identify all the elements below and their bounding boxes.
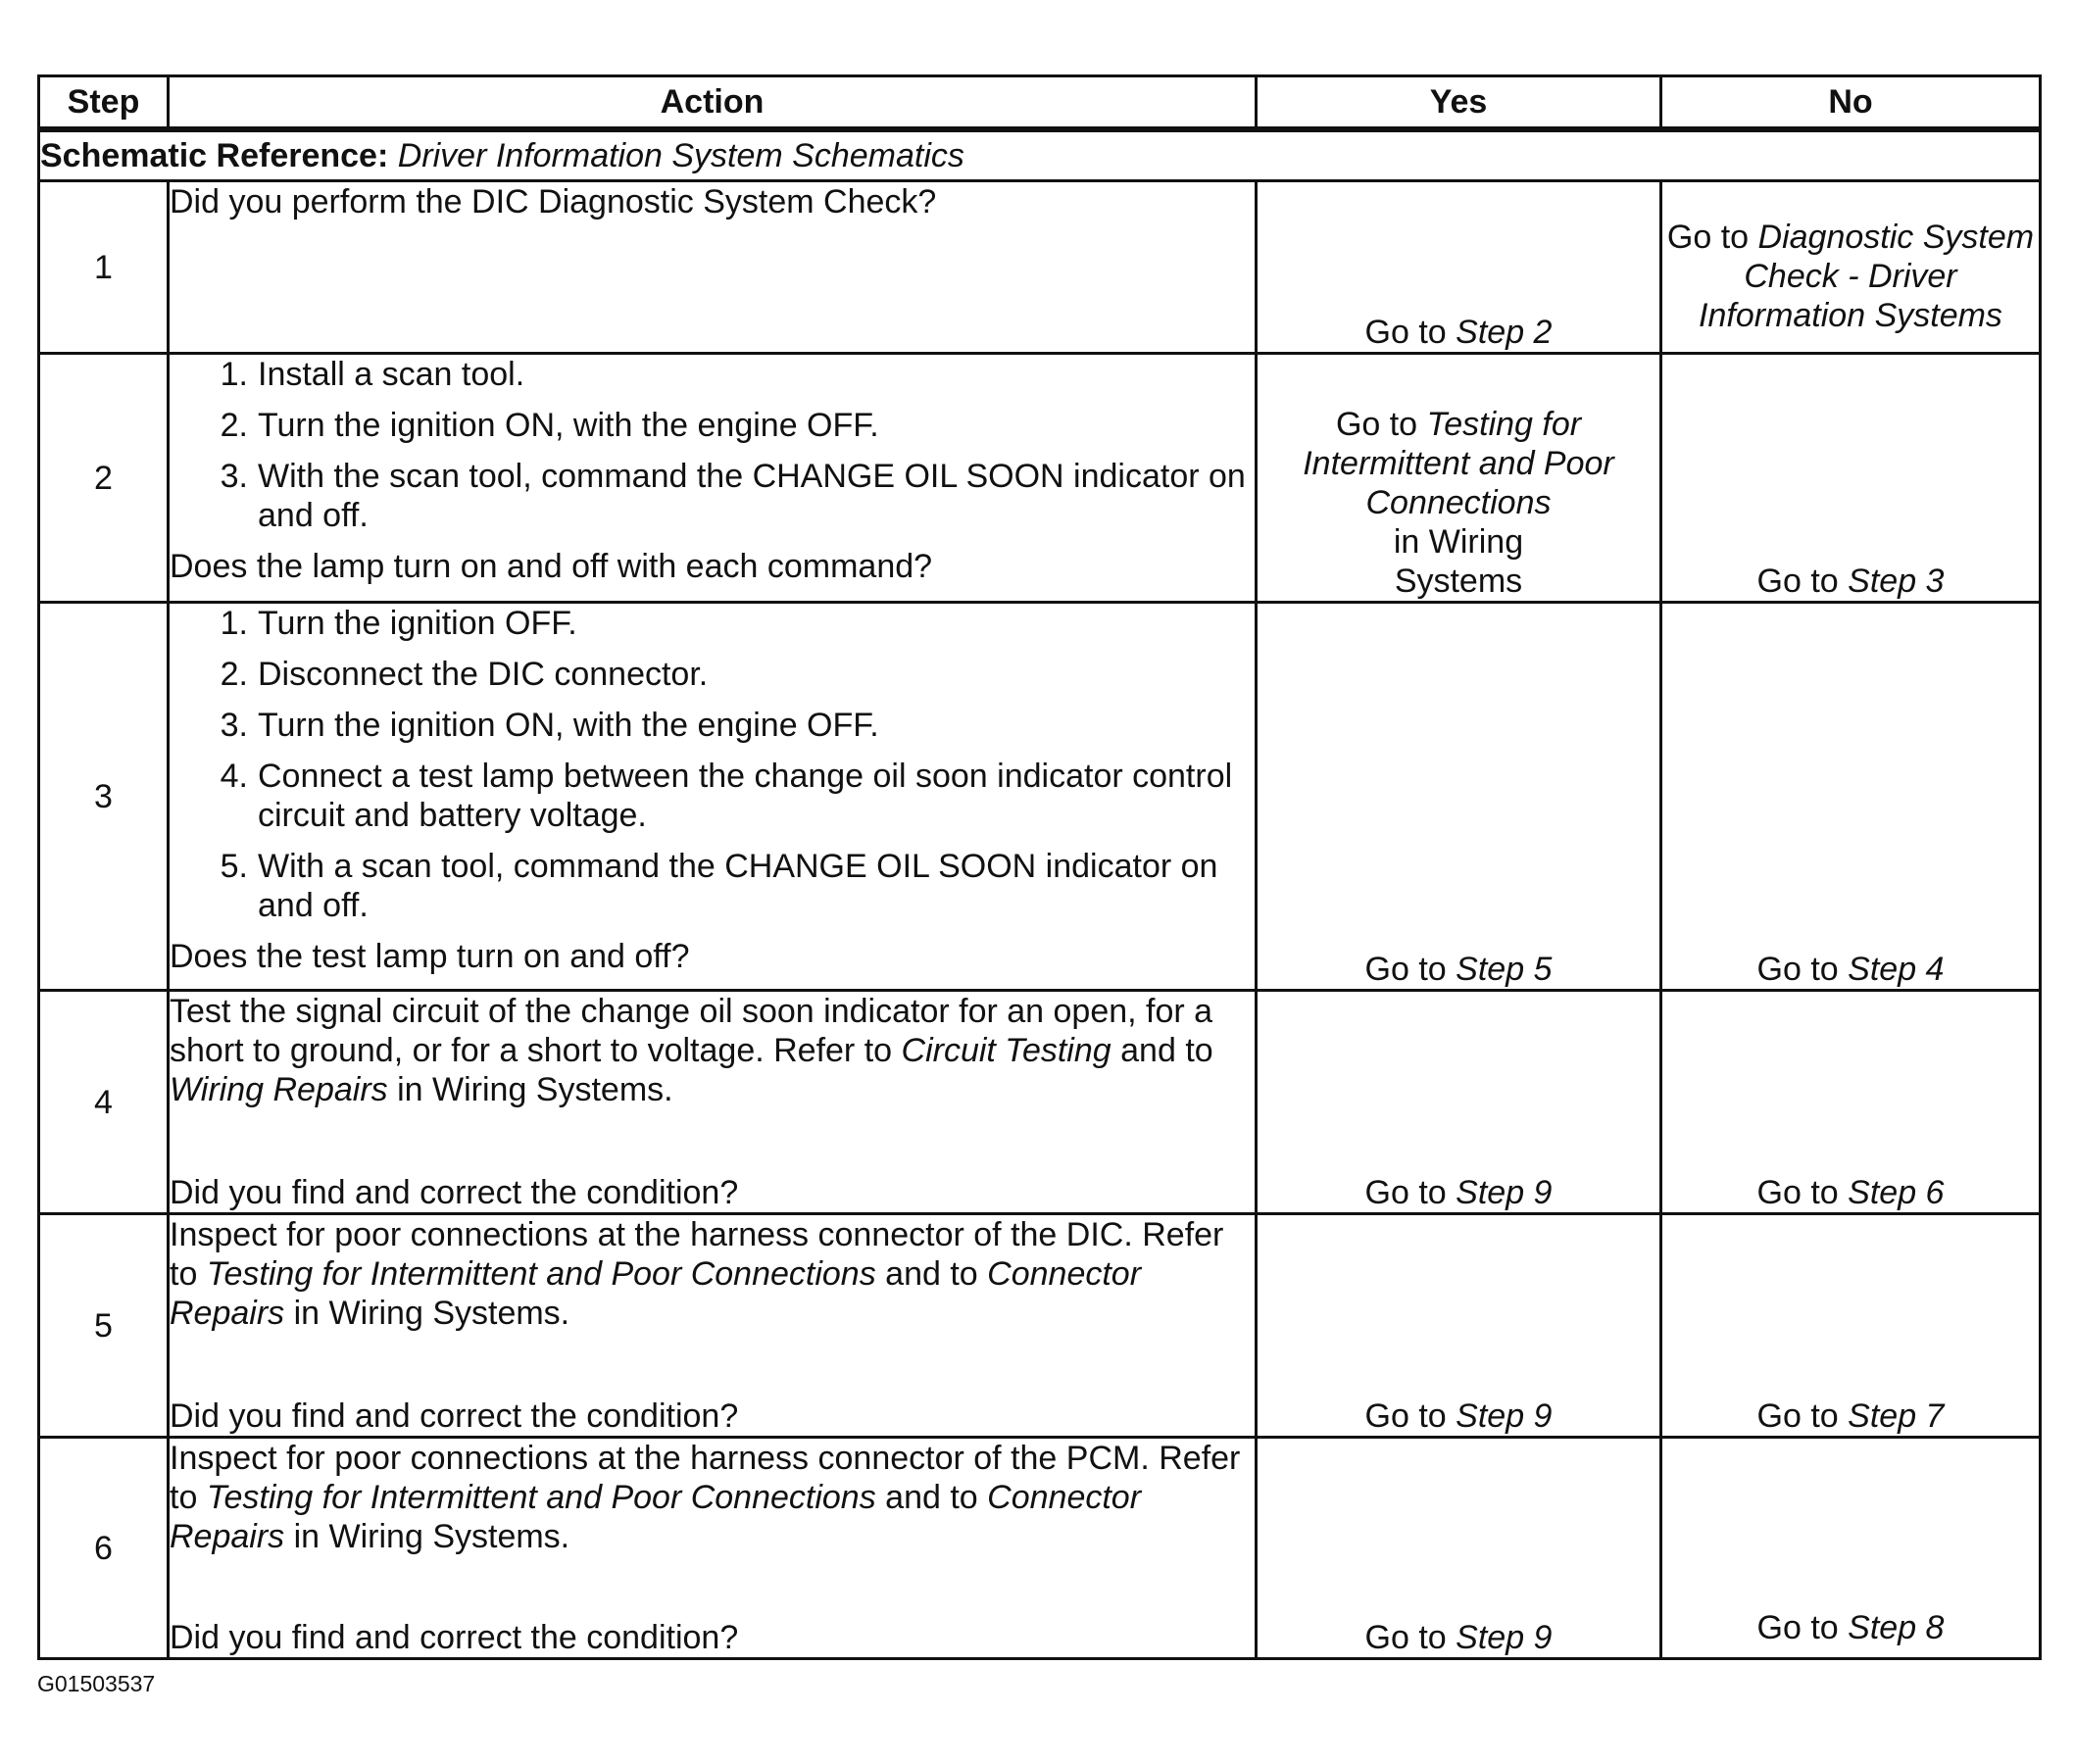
action-text-part: Inspect for poor connections at the harness connector of the DIC. Refer to bbox=[170, 1216, 1224, 1293]
action-steps-list bbox=[170, 604, 1255, 925]
action-cell bbox=[169, 354, 1257, 603]
no-cell bbox=[1661, 354, 2041, 603]
reference-link[interactable]: Circuit Testing bbox=[901, 1032, 1111, 1069]
no-cell bbox=[1661, 1214, 2041, 1438]
action-text-part: Inspect for poor connections at the harness connector of the PCM. Refer to bbox=[170, 1440, 1241, 1516]
action-cell bbox=[169, 603, 1257, 991]
header-yes: Yes bbox=[1257, 76, 1661, 130]
item-number: 2. bbox=[220, 656, 248, 693]
list-item bbox=[170, 457, 1255, 535]
no-prefix: Go to bbox=[1756, 1397, 1839, 1435]
no-link[interactable]: Step 4 bbox=[1848, 951, 1945, 988]
item-number: 3. bbox=[220, 458, 248, 495]
action-text-part: and to bbox=[1120, 1032, 1213, 1069]
action-text: Did you perform the DIC Diagnostic System Check? bbox=[170, 183, 937, 220]
yes-link[interactable]: Step 9 bbox=[1456, 1397, 1553, 1435]
action-content bbox=[170, 1439, 1255, 1657]
action-text-part: and to bbox=[885, 1255, 978, 1293]
list-item bbox=[170, 847, 1255, 925]
no-cell bbox=[1661, 991, 2041, 1214]
item-text: Turn the ignition ON, with the engine OFF. bbox=[258, 407, 879, 444]
list-item bbox=[170, 406, 1255, 445]
action-cell bbox=[169, 1438, 1257, 1659]
action-steps-list bbox=[170, 355, 1255, 535]
schematic-label: Schematic Reference: bbox=[40, 137, 389, 174]
step-number: 6 bbox=[39, 1438, 169, 1659]
step-number: 2 bbox=[39, 354, 169, 603]
item-text: With the scan tool, command the CHANGE OIL SOON indicator on and off. bbox=[258, 458, 1246, 534]
action-cell bbox=[169, 1214, 1257, 1438]
action-text-part: in Wiring Systems. bbox=[293, 1295, 570, 1332]
no-prefix: Go to bbox=[1756, 563, 1839, 600]
item-text: With a scan tool, command the CHANGE OIL SOON indicator on and off. bbox=[258, 848, 1218, 924]
no-prefix: Go to bbox=[1756, 951, 1839, 988]
yes-prefix: Go to bbox=[1364, 951, 1447, 988]
figure-id: G01503537 bbox=[37, 1671, 156, 1696]
list-item bbox=[170, 757, 1255, 835]
table-row bbox=[39, 181, 2041, 354]
action-content bbox=[170, 992, 1255, 1212]
item-text: Install a scan tool. bbox=[258, 356, 525, 393]
header-row bbox=[39, 76, 2041, 130]
item-number: 2. bbox=[220, 407, 248, 444]
yes-cell bbox=[1257, 991, 1661, 1214]
header-action: Action bbox=[169, 76, 1257, 130]
no-link[interactable]: Diagnostic System Check - Driver Information Systems bbox=[1699, 218, 2035, 334]
no-cell bbox=[1661, 181, 2041, 354]
no-link[interactable]: Step 6 bbox=[1848, 1174, 1945, 1211]
list-item bbox=[170, 355, 1255, 394]
item-text: Disconnect the DIC connector. bbox=[258, 656, 709, 693]
yes-cell bbox=[1257, 1438, 1661, 1659]
yes-extra: in Wiring bbox=[1393, 523, 1524, 561]
yes-extra: Systems bbox=[1394, 563, 1523, 600]
action-text bbox=[170, 1439, 1255, 1556]
step-number: 4 bbox=[39, 991, 169, 1214]
reference-link[interactable]: Testing for Intermittent and Poor Connections bbox=[206, 1479, 876, 1516]
diagnostic-table-container bbox=[37, 74, 2042, 1660]
item-text: Turn the ignition ON, with the engine OFF. bbox=[258, 707, 879, 744]
action-question: Does the test lamp turn on and off? bbox=[170, 938, 690, 975]
yes-link[interactable]: Step 9 bbox=[1456, 1174, 1553, 1211]
schematic-row bbox=[39, 129, 2041, 181]
action-question: Did you find and correct the condition? bbox=[170, 1619, 739, 1656]
yes-link[interactable]: Step 2 bbox=[1456, 314, 1553, 351]
table-row bbox=[39, 354, 2041, 603]
list-item bbox=[170, 706, 1255, 745]
step-number: 3 bbox=[39, 603, 169, 991]
header-no: No bbox=[1661, 76, 2041, 130]
item-text: Connect a test lamp between the change oil soon indicator control circuit and battery voltage. bbox=[258, 758, 1233, 834]
no-prefix: Go to bbox=[1756, 1174, 1839, 1211]
action-content bbox=[170, 1215, 1255, 1436]
table-row bbox=[39, 1438, 2041, 1659]
reference-link[interactable]: Connector Repairs bbox=[170, 1255, 1142, 1332]
item-number: 4. bbox=[220, 758, 248, 795]
yes-prefix: Go to bbox=[1364, 314, 1447, 351]
table-row bbox=[39, 603, 2041, 991]
step-number: 5 bbox=[39, 1214, 169, 1438]
reference-link[interactable]: Testing for Intermittent and Poor Connections bbox=[206, 1255, 876, 1293]
yes-prefix: Go to bbox=[1364, 1174, 1447, 1211]
diagnostic-table bbox=[37, 74, 2042, 1660]
no-link[interactable]: Step 8 bbox=[1848, 1609, 1945, 1646]
action-cell bbox=[169, 991, 1257, 1214]
schematic-reference bbox=[39, 129, 2041, 181]
item-number: 3. bbox=[220, 707, 248, 744]
action-text-part: and to bbox=[885, 1479, 978, 1516]
yes-cell bbox=[1257, 354, 1661, 603]
list-item bbox=[170, 604, 1255, 643]
no-prefix: Go to bbox=[1756, 1609, 1839, 1646]
action-text bbox=[170, 1215, 1255, 1333]
no-link[interactable]: Step 3 bbox=[1848, 563, 1945, 600]
step-number: 1 bbox=[39, 181, 169, 354]
action-text-part: Test the signal circuit of the change oil soon indicator for an open, for a short to ground, or for a short to voltage. Refer to bbox=[170, 993, 1213, 1069]
action-text-part: in Wiring Systems. bbox=[293, 1518, 570, 1555]
yes-prefix: Go to bbox=[1364, 1397, 1447, 1435]
table-row bbox=[39, 991, 2041, 1214]
yes-cell bbox=[1257, 603, 1661, 991]
no-cell bbox=[1661, 603, 2041, 991]
action-text-part: in Wiring Systems. bbox=[397, 1071, 673, 1108]
yes-prefix: Go to bbox=[1364, 1619, 1447, 1656]
item-number: 5. bbox=[220, 848, 248, 885]
item-text: Turn the ignition OFF. bbox=[258, 605, 577, 642]
no-prefix: Go to bbox=[1666, 218, 1750, 256]
no-link[interactable]: Step 7 bbox=[1848, 1397, 1945, 1435]
reference-link[interactable]: Connector Repairs bbox=[170, 1479, 1142, 1555]
action-question: Did you find and correct the condition? bbox=[170, 1397, 739, 1435]
action-text bbox=[170, 992, 1255, 1109]
action-cell bbox=[169, 181, 1257, 354]
yes-prefix: Go to bbox=[1335, 406, 1418, 443]
action-question: Did you find and correct the condition? bbox=[170, 1174, 739, 1211]
header-step: Step bbox=[39, 76, 169, 130]
yes-link[interactable]: Step 5 bbox=[1456, 951, 1553, 988]
yes-link[interactable]: Testing for Intermittent and Poor Connections bbox=[1303, 406, 1614, 521]
no-cell bbox=[1661, 1438, 2041, 1659]
yes-link[interactable]: Step 9 bbox=[1456, 1619, 1553, 1656]
yes-cell bbox=[1257, 181, 1661, 354]
action-question: Does the lamp turn on and off with each command? bbox=[170, 548, 933, 585]
table-row bbox=[39, 1214, 2041, 1438]
schematic-link[interactable]: Driver Information System Schematics bbox=[397, 137, 964, 174]
yes-cell bbox=[1257, 1214, 1661, 1438]
reference-link[interactable]: Wiring Repairs bbox=[170, 1071, 388, 1108]
list-item bbox=[170, 655, 1255, 694]
item-number: 1. bbox=[220, 356, 248, 393]
item-number: 1. bbox=[220, 605, 248, 642]
